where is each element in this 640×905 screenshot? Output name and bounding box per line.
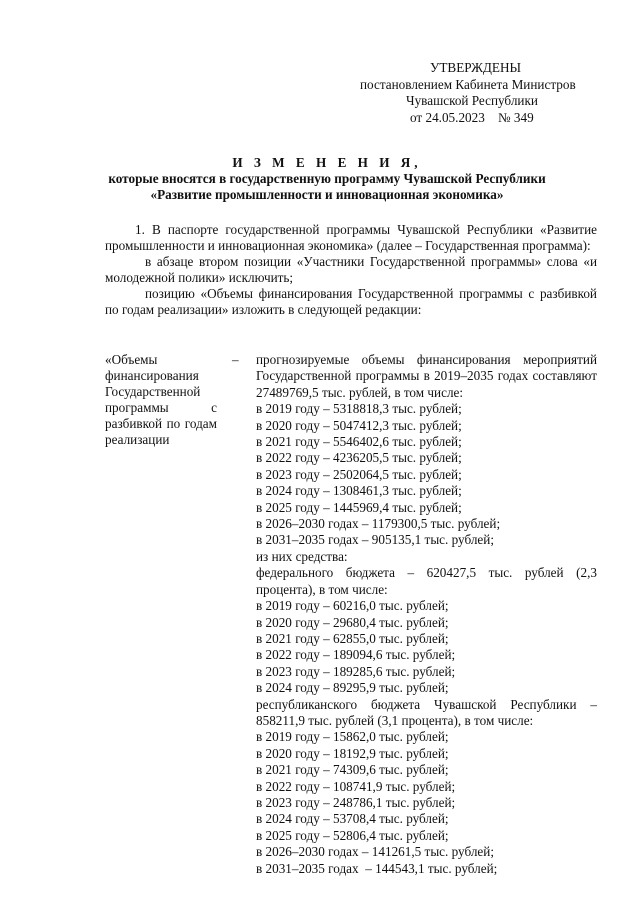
list-item: в 2022 году – 4236205,5 тыс. рублей;: [256, 450, 462, 466]
document-body: [105, 222, 597, 318]
list-item: в 2022 году – 108741,9 тыс. рублей;: [256, 778, 456, 794]
list-item: в 2019 году – 15862,0 тыс. рублей;: [256, 729, 449, 745]
list-item: в 2021 году – 5546402,6 тыс. рублей;: [256, 434, 462, 450]
position-dash: –: [232, 352, 239, 367]
document-subtitle: «Развитие промышленности и инновационная экономика»: [150, 187, 504, 202]
funding-sources-label: из них средства:: [256, 548, 348, 564]
list-item: в 2020 году – 18192,9 тыс. рублей;: [256, 745, 449, 761]
approval-date: от 24.05.2023 № 349: [410, 109, 534, 125]
document-subtitle: которые вносятся в государственную программу Чувашской Республики: [108, 171, 546, 186]
list-item: в 2019 году – 60216,0 тыс. рублей;: [256, 598, 449, 614]
republic-budget-intro: республиканского бюджета Чувашской Республики – 858211,9 тыс. рублей (3,1 процента), в том числе:: [256, 696, 597, 728]
list-item: в 2026–2030 годах – 141261,5 тыс. рублей;: [256, 844, 494, 860]
paragraph: в абзаце втором позиции «Участники Государственной программы» слова «и молодежной полики» исключить;: [105, 254, 597, 285]
paragraph: 1. В паспорте государственной программы Чувашской Республики «Развитие промышленности и инновационная экономика» (далее – Государственная программа):: [105, 222, 597, 253]
paragraph: позицию «Объемы финансирования Государственной программы с разбивкой по годам реализации» изложить в следующей редакции:: [105, 286, 597, 317]
list-item: в 2023 году – 189285,6 тыс. рублей;: [256, 663, 456, 679]
financing-intro: прогнозируемые объемы финансирования мероприятий Государственной программы в 2019–2035 годах составляют 27489769,5 тыс. рублей, в том числе:: [256, 352, 597, 400]
document-title-block: [80, 155, 574, 203]
list-item: в 2023 году – 248786,1 тыс. рублей;: [256, 794, 456, 810]
list-item: в 2025 году – 1445969,4 тыс. рублей;: [256, 499, 462, 515]
approval-line: Чувашской Республики: [406, 93, 538, 108]
approval-block: [360, 60, 600, 126]
list-item: в 2020 году – 5047412,3 тыс. рублей;: [256, 417, 462, 433]
list-item: в 2022 году – 189094,6 тыс. рублей;: [256, 647, 456, 663]
list-item: в 2031–2035 годах – 905135,1 тыс. рублей;: [256, 532, 494, 548]
approval-line: постановлением Кабинета Министров: [360, 76, 576, 92]
financing-details: [256, 352, 597, 877]
list-item: в 2021 году – 62855,0 тыс. рублей;: [256, 630, 449, 646]
list-item: в 2024 году – 1308461,3 тыс. рублей;: [256, 483, 462, 499]
approval-title: УТВЕРЖДЕНЫ: [430, 60, 522, 75]
list-item: в 2031–2035 годах – 144543,1 тыс. рублей;: [256, 860, 498, 876]
list-item: в 2025 году – 52806,4 тыс. рублей;: [256, 827, 449, 843]
federal-budget-intro: федерального бюджета – 620427,5 тыс. рублей (2,3 процента), в том числе:: [256, 565, 597, 597]
list-item: в 2024 году – 53708,4 тыс. рублей;: [256, 811, 449, 827]
position-label: «Объемы финансирования Государственной программы с разбивкой по годам реализации: [105, 352, 217, 447]
list-item: в 2021 году – 74309,6 тыс. рублей;: [256, 762, 449, 778]
list-item: в 2026–2030 годах – 1179300,5 тыс. рублей;: [256, 516, 501, 532]
document-heading: И З М Е Н Е Н И Я,: [232, 155, 422, 170]
list-item: в 2019 году – 5318818,3 тыс. рублей;: [256, 401, 462, 417]
list-item: в 2024 году – 89295,9 тыс. рублей;: [256, 680, 449, 696]
list-item: в 2023 году – 2502064,5 тыс. рублей;: [256, 466, 462, 482]
list-item: в 2020 году – 29680,4 тыс. рублей;: [256, 614, 449, 630]
